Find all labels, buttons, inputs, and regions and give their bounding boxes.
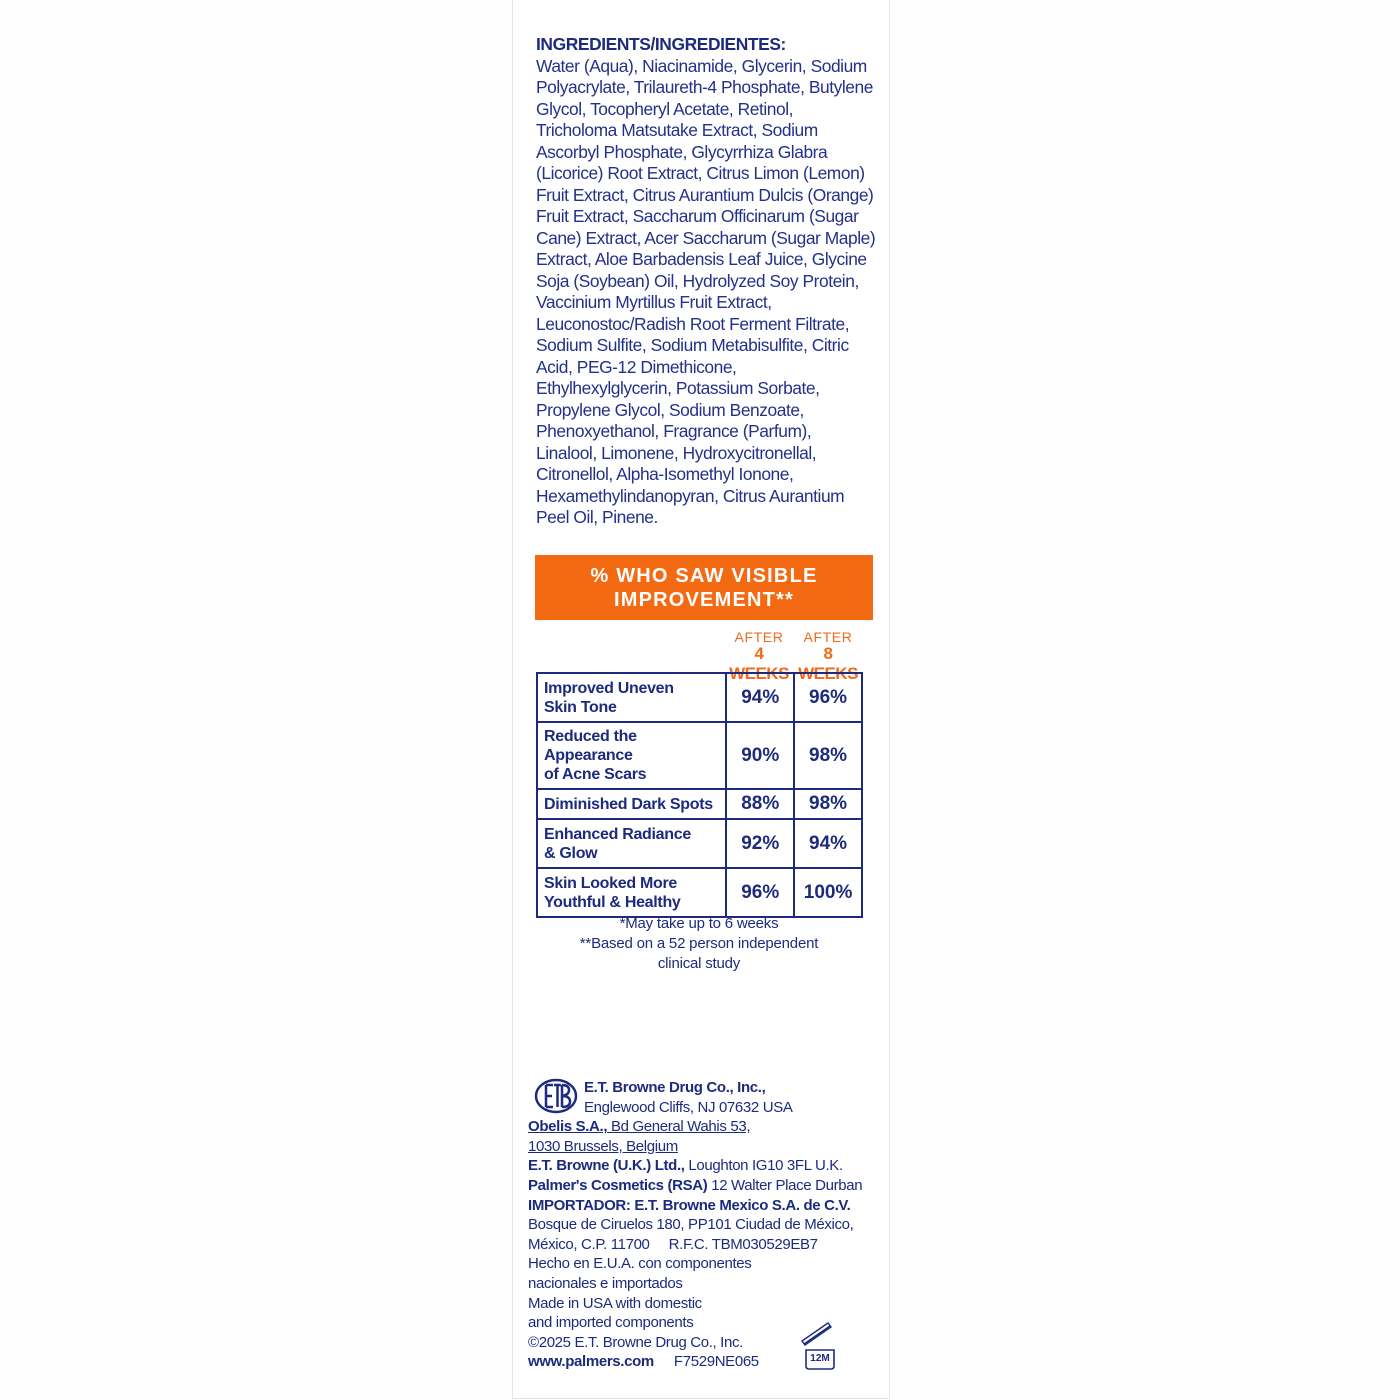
- etb-name: E.T. Browne Drug Co., Inc.,: [584, 1079, 766, 1096]
- column-header-value: 8 WEEKS: [798, 644, 858, 683]
- value-4-weeks: 96%: [726, 868, 794, 917]
- row-label: Enhanced Radiance & Glow: [537, 819, 726, 868]
- value-8-weeks: 98%: [794, 789, 862, 819]
- banner-line-1: % WHO SAW VISIBLE: [590, 565, 818, 587]
- ingredients-title: INGREDIENTS/INGREDIENTES:: [536, 34, 786, 54]
- mx-address-line-2: México, C.P. 11700 R.F.C. TBM030529EB7: [528, 1235, 818, 1253]
- website: www.palmers.com: [528, 1353, 654, 1371]
- mx-address-line-1: Bosque de Ciruelos 180, PP101 Ciudad de México,: [528, 1216, 854, 1234]
- column-header-label: AFTER: [734, 629, 784, 645]
- table-row: [537, 673, 862, 722]
- batch-code: F7529NE065: [673, 1353, 759, 1371]
- mx-importer: IMPORTADOR: E.T. Browne Mexico S.A. de C.V.: [528, 1196, 851, 1214]
- table-row: [537, 868, 862, 917]
- footnote-2-line-2: clinical study: [657, 955, 741, 972]
- rsa-address: Palmer's Cosmetics (RSA) 12 Walter Place Durban: [528, 1176, 863, 1194]
- column-header-label: AFTER: [803, 629, 853, 645]
- column-header-value: 4 WEEKS: [729, 644, 789, 683]
- value-4-weeks: 94%: [726, 673, 794, 722]
- row-label: Reduced the Appearance of Acne Scars: [537, 722, 726, 789]
- made-in-es-1: Hecho en E.U.A. con componentes: [528, 1255, 752, 1273]
- table-row: [537, 722, 862, 789]
- copyright: ©2025 E.T. Browne Drug Co., Inc.: [528, 1333, 743, 1351]
- improvement-banner: [535, 555, 873, 620]
- value-4-weeks: 90%: [726, 722, 794, 789]
- table-row: [537, 789, 862, 819]
- made-in-es-2: nacionales e importados: [528, 1274, 683, 1292]
- value-8-weeks: 98%: [794, 722, 862, 789]
- footnotes: [536, 914, 862, 974]
- made-in-en-2: and imported components: [528, 1314, 694, 1332]
- value-8-weeks: 94%: [794, 819, 862, 868]
- ingredients-block: [536, 34, 876, 529]
- value-8-weeks: 100%: [794, 868, 862, 917]
- value-8-weeks: 96%: [794, 673, 862, 722]
- footnote-1: *May take up to 6 weeks: [619, 915, 779, 932]
- obelis-city: 1030 Brussels, Belgium: [528, 1137, 678, 1155]
- pao-label: 12M: [810, 1353, 830, 1364]
- value-4-weeks: 88%: [726, 789, 794, 819]
- improvement-table: [536, 672, 863, 918]
- banner-line-2: IMPROVEMENT**: [613, 589, 795, 611]
- made-in-en-1: Made in USA with domestic: [528, 1294, 702, 1312]
- uk-address: E.T. Browne (U.K.) Ltd., Loughton IG10 3FL U.K.: [528, 1157, 843, 1175]
- value-4-weeks: 92%: [726, 819, 794, 868]
- row-label: Skin Looked More Youthful & Healthy: [537, 868, 726, 917]
- etb-city: Englewood Cliffs, NJ 07632 USA: [584, 1098, 793, 1116]
- row-label: Improved Uneven Skin Tone: [537, 673, 726, 722]
- footnote-2-line-1: **Based on a 52 person independent: [579, 935, 819, 952]
- obelis-address: Obelis S.A., Bd General Wahis 53,: [528, 1118, 751, 1136]
- ingredients-text: Water (Aqua), Niacinamide, Glycerin, Sodium Polyacrylate, Trilaureth-4 Phosphate, Butylene Glycol, Tocopheryl Acetate, Retinol, Tricholoma Matsutake Extract, Sodium Ascorbyl Phosphate, Glycyrrhiza Glabra (Licorice) Root Extract, Citrus Limon (Lemon) Fruit Extract, Citrus Aurantium Dulcis (Orange) Fruit Extract, Saccharum Officinarum (Sugar Cane) Extract, Acer Saccharum (Sugar Maple) Extract, Aloe Barbadensis Leaf Juice, Glycine Soja (Soybean) Oil, Hydrolyzed Soy Protein, Vaccinium Myrtillus Fruit Extract, Leuconostoc/Radish Root Ferment Filtrate, Sodium Sulfite, Sodium Metabisulfite, Citric Acid, PEG-12 Dimethicone, Ethylhexylglycerin, Potassium Sorbate, Propylene Glycol, Sodium Benzoate, Phenoxyethanol, Fragrance (Parfum), Linalool, Limonene, Hydroxycitronellal, Citronellol, Alpha-Isomethyl Ionone, Hexamethylindanopyran, Citrus Aurantium Peel Oil, Pinene.: [536, 55, 876, 527]
- row-label: Diminished Dark Spots: [537, 789, 726, 819]
- table-row: [537, 819, 862, 868]
